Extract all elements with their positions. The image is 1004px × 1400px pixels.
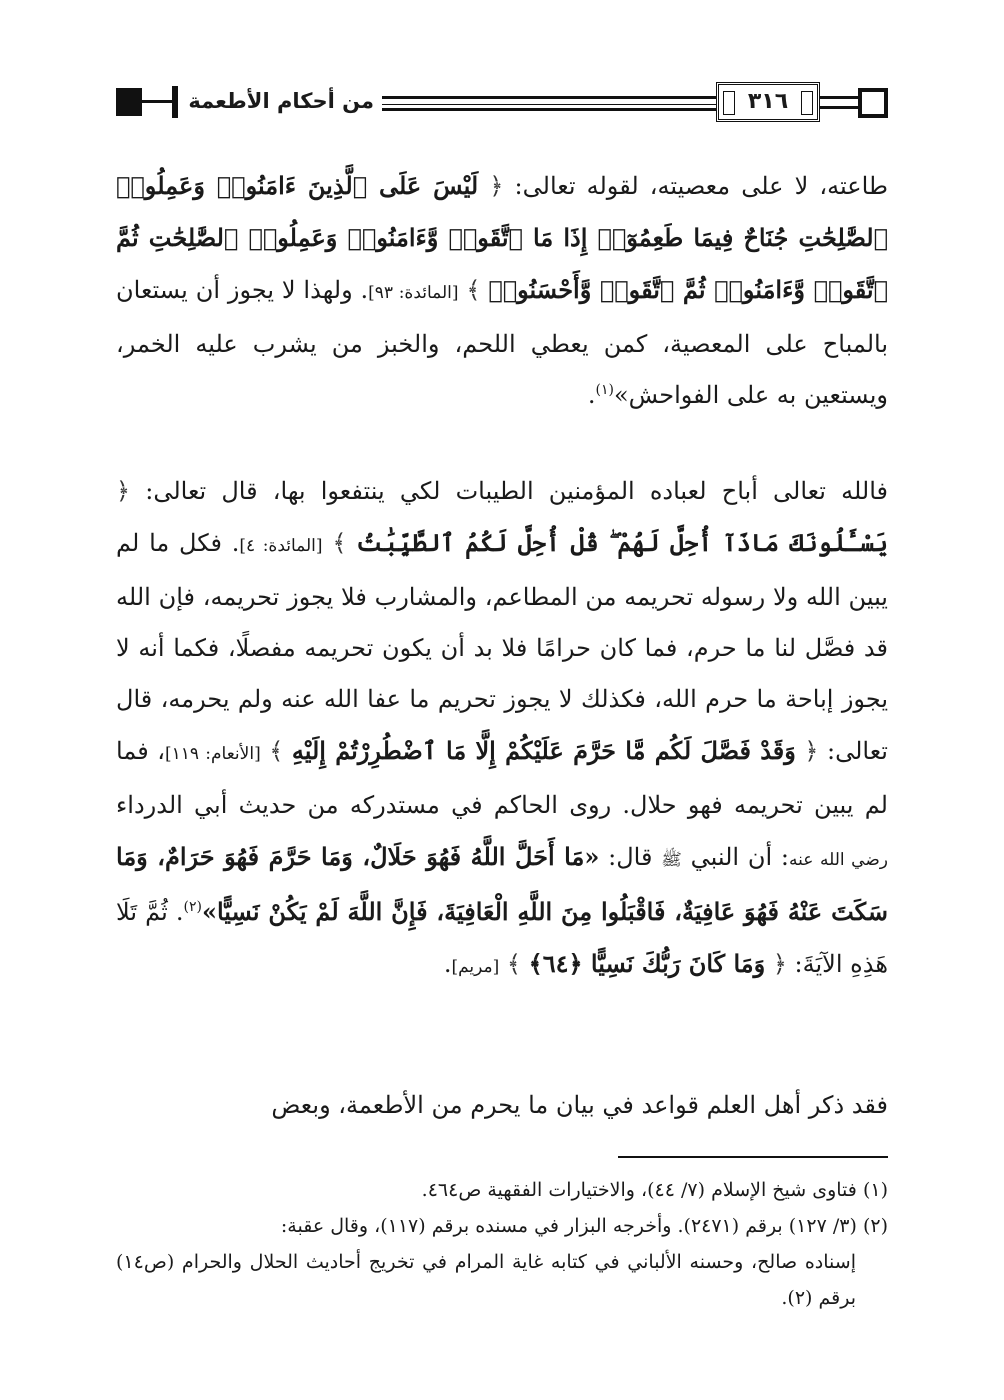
text: . فكل ما لم يبين الله ولا رسوله تحريمه من المطاعم، والمشارب فلا يجوز تحريمه، فإن الله قد فصَّل لنا ما حرم، فما كان حرامًا فلا بد أن يكون تحريمه مفصلًا، فكما أنه لا يجوز إباحة ما حرم الله، فكذلك لا يجوز تحريم ما عفا الله عنه ولم يحرمه، قال تعالى:: [116, 529, 888, 765]
text: . ولهذا لا يجوز أن يستعان بالمباح على المعصية، كمن يعطي اللحم، والخبز من يشرب عليه الخمر، ويستعين به على الفواحش»: [116, 276, 888, 409]
footnote-text: (٣/ ١٢٧) برقم (٢٤٧١). وأخرجه البزار في مسنده برقم (١١٧)، وقال عقبة:: [280, 1215, 857, 1237]
header-rule: [381, 96, 716, 99]
footnotes: [116, 1172, 888, 1316]
quran-bracket-open: ﴿: [804, 737, 819, 765]
footnote-label: (٢): [862, 1215, 888, 1237]
verse-reference: [المائدة: ٩٣]: [368, 283, 459, 303]
text: : أن النبي: [681, 843, 790, 871]
quran-bracket-open: ﴿: [116, 477, 131, 505]
text: قال:: [599, 843, 662, 871]
footnote-divider: [618, 1156, 888, 1158]
header-rule: [142, 100, 172, 103]
quran-bracket-close: ﴾: [466, 276, 481, 304]
header-rule: [381, 108, 716, 111]
footnote-2: [116, 1208, 888, 1316]
hadith: «مَا أَحَلَّ اللَّهُ فَهُوَ حَلَالٌ، وَمَا حَرَّمَ فَهُوَ حَرَامٌ، وَمَا سَكَتَ عَنْهُ فَهُوَ عَافِيَةٌ، فَاقْبَلُوا مِنَ اللَّهِ الْعَافِيَةَ، فَإِنَّ اللَّهَ لَمْ يَكُنْ نَسِيًّا»: [116, 842, 888, 926]
footnote-text: فتاوى شيخ الإسلام (٧/ ٤٤)، والاختيارات الفقهية ص٤٦٤.: [421, 1179, 857, 1201]
quran-bracket-close: ﴾: [506, 950, 521, 978]
honorific: ﷺ: [661, 850, 682, 870]
running-title: من أحكام الأطعمة: [186, 86, 382, 116]
quran-verse: وَقَدْ فَصَّلَ لَكُم مَّا حَرَّمَ عَلَيْكُمْ إِلَّا مَا ٱضْطُرِرْتُمْ إِلَيْهِ: [291, 736, 796, 765]
text: فالله تعالى أباح لعباده المؤمنين الطيبات لكي ينتفعوا بها، قال تعالى:: [130, 477, 888, 505]
footnote-ref[interactable]: (١): [595, 382, 614, 398]
text: .: [587, 381, 596, 409]
text: .: [443, 950, 452, 978]
footnote-ref[interactable]: (٢): [183, 899, 202, 915]
footnote-1: [116, 1172, 888, 1208]
header-ornament-block: [116, 88, 142, 116]
quran-bracket-open: ﴿: [772, 950, 787, 978]
running-header: [116, 80, 888, 128]
quran-verse: وَمَا كَانَ رَبُّكَ نَسِيًّا ﴿٦٤﴾: [528, 949, 766, 978]
footnote-text-continued: إسناده صالح، وحسنه الألباني في كتابه غاية المرام في تخريج أحاديث الحلال والحرام (ص١٤) برقم (٢).: [116, 1251, 856, 1309]
verse-reference: [المائدة: ٤]: [239, 536, 323, 556]
verse-reference: [الأنعام: ١١٩]: [164, 744, 261, 764]
paragraph-1: [116, 160, 888, 421]
quran-bracket-close: ﴾: [269, 737, 284, 765]
honorific: رضي الله عنه: [789, 850, 888, 870]
text: طاعته، لا على معصيته، لقوله تعالى:: [503, 172, 888, 200]
quran-bracket-close: ﴾: [332, 529, 347, 557]
header-rule: [818, 106, 858, 109]
header-rule: [381, 104, 716, 105]
quran-verse: يَسْـَٔلُونَكَ مَاذَآ أُحِلَّ لَهُمْ ۖ قُلْ أُحِلَّ لَكُمُ ٱلطَّيِّبَٰتُ: [356, 528, 888, 557]
paragraph-3: فقد ذكر أهل العلم قواعد في بيان ما يحرم من الأطعمة، وبعض: [271, 1091, 888, 1119]
quran-bracket-open: ﴿: [489, 172, 504, 200]
footnote-label: (١): [862, 1179, 888, 1201]
paragraph-2: [116, 466, 888, 993]
text: . ثُمَّ تَلَا هَذِهِ الآيَةَ:: [116, 898, 888, 978]
verse-reference: [مريم]: [451, 957, 500, 977]
page-number-frame: [716, 82, 820, 122]
header-rule: [818, 96, 858, 99]
quran-verse: لَيْسَ عَلَى ٱلَّذِينَ ءَامَنُوا۟ وَعَمِلُوا۟ ٱلصَّٰلِحَٰتِ جُنَاحٌ فِيمَا طَعِمُوٓا۟ إِذَا مَا ٱتَّقَوا۟ وَّءَامَنُوا۟ وَعَمِلُوا۟ ٱلصَّٰلِحَٰتِ ثُمَّ ٱتَّقَوا۟ وَّءَامَنُوا۟ ثُمَّ ٱتَّقَوا۟ وَّأَحْسَنُوا۟: [116, 171, 888, 304]
header-ornament-square: [858, 88, 888, 118]
text: ، فما لم يبين تحريمه فهو حلال. روى الحاكم في مستدركه من حديث أبي الدرداء: [116, 737, 888, 819]
header-ornament-bar: [172, 86, 178, 118]
page-number: ٣١٦: [747, 89, 789, 114]
